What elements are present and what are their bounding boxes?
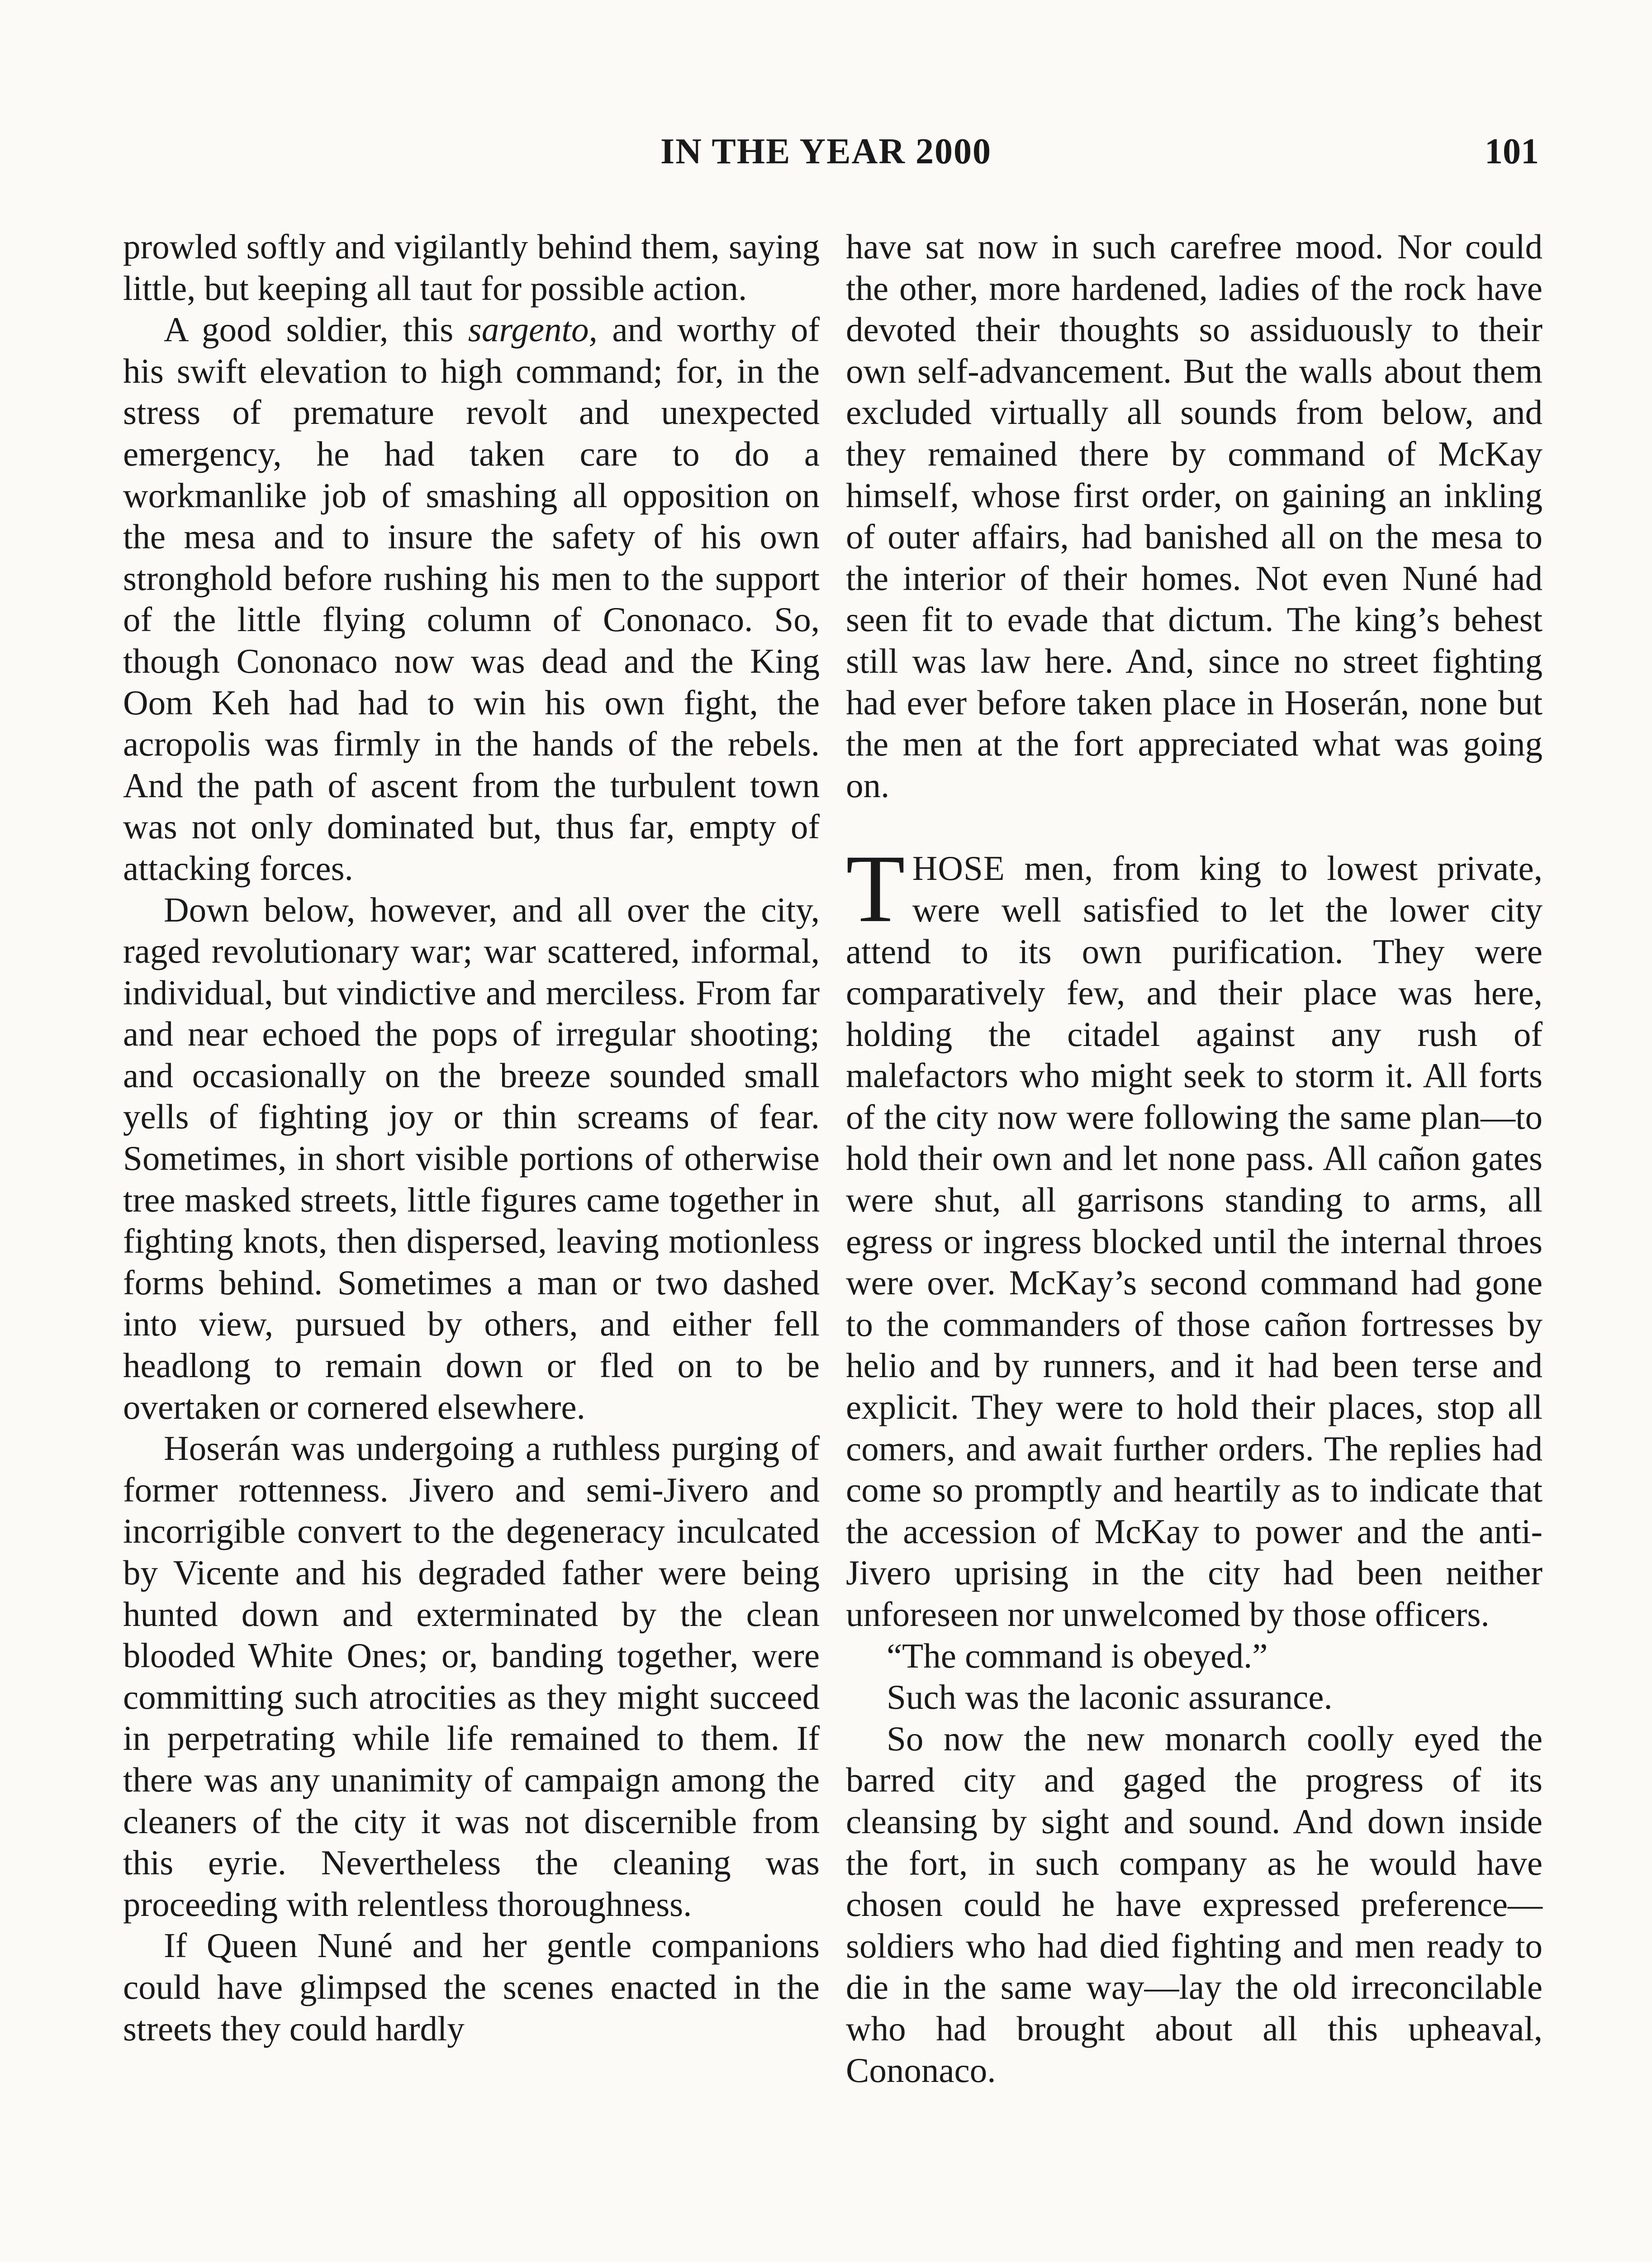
paragraph: Hoserán was undergoing a ruthless purging of former rottenness. Jivero and semi-Jivero and incorrigible convert to the degeneracy inculcated by Vicente and his degraded father were being hunted down and exterminated by the clean blooded White Ones; or, banding together, were committing such atrocities as they might succeed in perpetrating while life remained to them. If there was any unanimity of campaign among the cleaners of the city it was not discernible from this eyrie. Nevertheless the cleaning was proceeding with relentless thoroughness. [123, 1429, 820, 1924]
right-column [846, 226, 1543, 2091]
paragraph: So now the new monarch coolly eyed the barred city and gaged the progress of its cleansing by sight and sound. And down inside the fort, in such company as he would have chosen could he have expressed preference—soldiers who had died fighting and men ready to die in the same way—lay the old irreconcilable who had brought about all this upheaval, Cononaco. [846, 1719, 1543, 2090]
paragraph: If Queen Nuné and her gentle companions could have glimpsed the scenes enacted in the streets they could hardly [123, 1926, 820, 2048]
section-break [846, 806, 1543, 848]
small-caps-lead: HOSE [912, 849, 1005, 888]
paragraph: prowled softly and vigilantly behind them, saying little, but keeping all taut for possible action. [123, 227, 820, 308]
paragraph: “The command is obeyed.” [887, 1636, 1268, 1675]
italic-term: sargento, [468, 310, 598, 349]
paragraph: have sat now in such carefree mood. Nor could the other, more hardened, ladies of the rock have devoted their thoughts so assiduously to their own self-advancement. But the walls about them excluded virtually all sounds from below, and they remained there by command of McKay himself, whose first order, on gaining an inkling of outer affairs, had banished all on the mesa to the interior of their homes. Not even Nuné had seen fit to evade that dictum. The king’s behest still was law here. And, since no street fighting had ever before taken place in Hoserán, none but the men at the fort appreciated what was going on. [846, 227, 1543, 805]
drop-cap: T [846, 835, 905, 943]
page-number: 101 [1485, 132, 1539, 171]
paragraph: Such was the laconic assurance. [887, 1677, 1333, 1717]
running-title: IN THE YEAR 2000 [660, 132, 992, 171]
left-column [123, 226, 820, 2049]
section-opening-paragraph: THOSE men, from king to lowest private, were well satisfied to let the lower city attend to its own purification. They were comparatively few, and their place was here, holding the citadel against any rush of malefactors who might seek to storm it. All forts of the city now were following the same plan—to hold their own and let none pass. All cañon gates were shut, all garrisons standing to arms, all egress or ingress blocked until the internal throes were over. McKay’s second command had gone to the commanders of those cañon fortresses by helio and by runners, and it had been terse and explicit. They were to hold their places, stop all comers, and await further orders. The replies had come so promptly and heartily as to indicate that the accession of McKay to power and the anti-Jivero uprising in the city had been neither unforeseen nor unwelcomed by those officers. [846, 835, 1543, 1634]
paragraph: A good soldier, this sargento, and worthy of his swift elevation to high command; for, in the stress of premature revolt and unexpected emergency, he had taken care to do a workmanlike job of smashing all opposition on the mesa and to insure the safety of his own stronghold before rushing his men to the support of the little flying column of Cononaco. So, though Cononaco now was dead and the King Oom Keh had had to win his own fight, the acropolis was firmly in the hands of the rebels. And the path of ascent from the turbulent town was not only dominated but, thus far, empty of attacking forces. [123, 310, 820, 888]
paragraph: Down below, however, and all over the city, raged revolutionary war; war scattered, informal, individual, but vindictive and merciless. From far and near echoed the pops of irregular shooting; and occasionally on the breeze sounded small yells of fighting joy or thin screams of fear. Sometimes, in short visible portions of otherwise tree masked streets, little figures came together in fighting knots, then dispersed, leaving motionless forms behind. Sometimes a man or two dashed into view, pursued by others, and either fell headlong to remain down or fled on to be overtaken or cornered elsewhere. [123, 890, 820, 1426]
